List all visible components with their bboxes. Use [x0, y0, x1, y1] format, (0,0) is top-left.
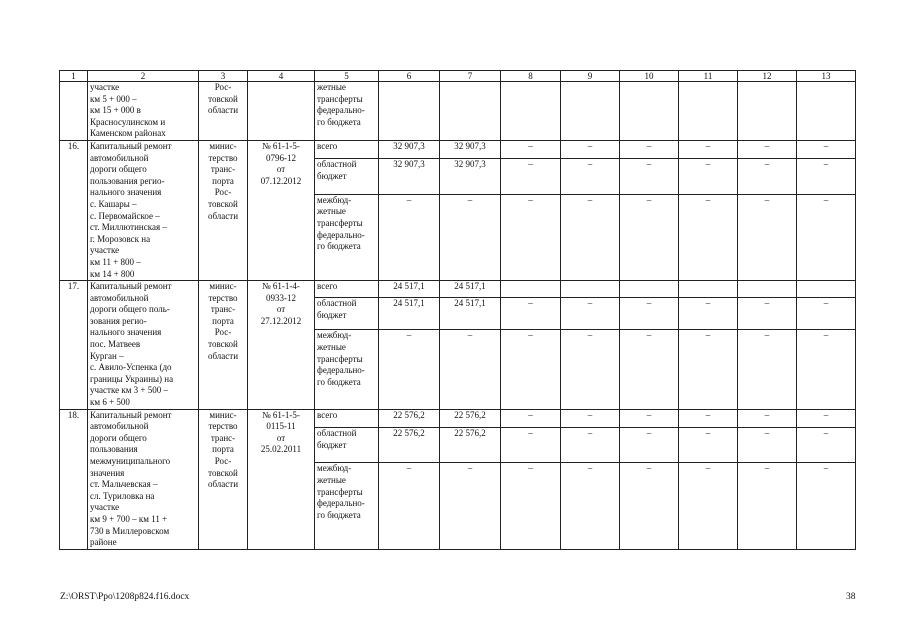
value-cell: –	[620, 428, 679, 463]
value-cell: –	[738, 428, 797, 463]
agreement-cell: № 61-1-4- 0933-12 от 27.12.2012	[248, 281, 315, 410]
value-cell: 32 907,3	[440, 159, 501, 194]
value-cell: –	[738, 463, 797, 549]
value-cell: –	[620, 297, 679, 329]
value-cell: –	[679, 194, 738, 280]
value-cell: 32 907,3	[379, 159, 440, 194]
value-cell: –	[797, 409, 856, 427]
value-cell: 24 517,1	[379, 281, 440, 298]
value-cell: –	[738, 330, 797, 409]
value-cell: –	[501, 297, 561, 329]
value-cell: –	[620, 159, 679, 194]
value-cell: 32 907,3	[440, 140, 501, 158]
executor-cell: Рос- товской области	[199, 82, 248, 141]
value-cell: 24 517,1	[379, 297, 440, 329]
executor-cell: минис- терство транс- порта Рос- товской области	[199, 409, 248, 549]
entry-row	[60, 140, 856, 158]
value-cell: –	[620, 330, 679, 409]
value-cell: –	[620, 409, 679, 427]
value-cell: –	[797, 194, 856, 280]
column-number-1: 1	[60, 71, 88, 82]
program-table	[59, 70, 856, 550]
value-cell: –	[440, 194, 501, 280]
column-number-8: 8	[501, 71, 561, 82]
value-cell: –	[679, 297, 738, 329]
column-number-13: 13	[797, 71, 856, 82]
value-cell: –	[501, 140, 561, 158]
value-cell	[738, 281, 797, 298]
column-number-3: 3	[199, 71, 248, 82]
value-cell: –	[561, 463, 620, 549]
column-number-10: 10	[620, 71, 679, 82]
entry-row	[60, 409, 856, 427]
value-cell: –	[620, 194, 679, 280]
road-description: Капитальный ремонт автомобильной дороги общего пользования регио- нального значения с. Кашары – с. Первомайское – ст. Миллютинская – г. Морозовск на участке км 11 + 800 – км 14 + 800	[88, 140, 199, 280]
file-path-footer: Z:\ORST\Ppo\1208p824.f16.docx	[60, 592, 190, 602]
funding-source: областной бюджет	[315, 428, 379, 463]
funding-source: межбюд- жетные трансферты федерально- го бюджета	[315, 463, 379, 549]
column-number-9: 9	[561, 71, 620, 82]
column-number-12: 12	[738, 71, 797, 82]
column-number-5: 5	[315, 71, 379, 82]
value-cell: –	[440, 463, 501, 549]
funding-source: жетные трансферты федерально- го бюджета	[315, 82, 379, 141]
column-number-row	[60, 71, 856, 82]
value-cell: –	[501, 330, 561, 409]
value-cell: –	[501, 428, 561, 463]
entry-row	[60, 281, 856, 298]
value-cell: –	[797, 428, 856, 463]
column-number-2: 2	[88, 71, 199, 82]
value-cell: 32 907,3	[379, 140, 440, 158]
value-cell	[440, 82, 501, 141]
value-cell	[501, 82, 561, 141]
value-cell: 24 517,1	[440, 281, 501, 298]
value-cell: –	[738, 297, 797, 329]
value-cell: –	[738, 159, 797, 194]
value-cell: 22 576,2	[440, 428, 501, 463]
value-cell	[561, 82, 620, 141]
column-number-6: 6	[379, 71, 440, 82]
road-description: Капитальный ремонт автомобильной дороги общего поль- зования регио- нального значения пос. Матвеев Курган – с. Авило-Успенка (до границы Украины) на участке км 3 + 500 – км 6 + 500	[88, 281, 199, 410]
value-cell: –	[501, 159, 561, 194]
value-cell	[679, 281, 738, 298]
value-cell: –	[561, 297, 620, 329]
agreement-cell: № 61-1-5- 0115-11 от 25.02.2011	[248, 409, 315, 549]
funding-source: всего	[315, 281, 379, 298]
entry-number	[60, 82, 88, 141]
funding-source: межбюд- жетные трансферты федерально- го бюджета	[315, 330, 379, 409]
funding-source: всего	[315, 409, 379, 427]
road-description: Капитальный ремонт автомобильной дороги общего пользования межмуниципального значения ст. Мальчевская – сл. Туриловка на участке км 9 + 700 – км 11 + 730 в Миллеровском районе	[88, 409, 199, 549]
value-cell	[620, 82, 679, 141]
value-cell: –	[561, 140, 620, 158]
value-cell: –	[620, 140, 679, 158]
executor-cell: минис- терство транс- порта Рос- товской области	[199, 281, 248, 410]
page-number: 38	[846, 592, 856, 602]
value-cell: –	[797, 463, 856, 549]
value-cell: –	[738, 140, 797, 158]
value-cell	[738, 82, 797, 141]
value-cell: –	[440, 330, 501, 409]
value-cell: 22 576,2	[440, 409, 501, 427]
value-cell: –	[620, 463, 679, 549]
value-cell: –	[797, 297, 856, 329]
value-cell: –	[679, 463, 738, 549]
funding-source: областной бюджет	[315, 297, 379, 329]
value-cell: –	[797, 140, 856, 158]
value-cell: –	[679, 159, 738, 194]
value-cell: –	[738, 409, 797, 427]
value-cell	[561, 281, 620, 298]
value-cell: –	[379, 330, 440, 409]
value-cell: 22 576,2	[379, 409, 440, 427]
entry-number: 18.	[60, 409, 88, 549]
value-cell	[379, 82, 440, 141]
value-cell: –	[797, 330, 856, 409]
value-cell: –	[501, 409, 561, 427]
value-cell: –	[561, 330, 620, 409]
value-cell	[797, 82, 856, 141]
entry-number: 17.	[60, 281, 88, 410]
column-number-11: 11	[679, 71, 738, 82]
value-cell: –	[679, 409, 738, 427]
entry-number: 16.	[60, 140, 88, 280]
value-cell: –	[561, 159, 620, 194]
value-cell: –	[501, 194, 561, 280]
funding-source: всего	[315, 140, 379, 158]
road-description: участке км 5 + 000 – км 15 + 000 в Красносулинском и Каменском районах	[88, 82, 199, 141]
agreement-cell	[248, 82, 315, 141]
funding-source: межбюд- жетные трансферты федерально- го бюджета	[315, 194, 379, 280]
value-cell: –	[561, 409, 620, 427]
column-number-4: 4	[248, 71, 315, 82]
value-cell	[620, 281, 679, 298]
funding-source: областной бюджет	[315, 159, 379, 194]
value-cell: –	[379, 194, 440, 280]
value-cell: –	[501, 463, 561, 549]
value-cell: –	[679, 428, 738, 463]
value-cell: –	[679, 330, 738, 409]
value-cell	[797, 281, 856, 298]
continuation-row	[60, 82, 856, 141]
executor-cell: минис- терство транс- порта Рос- товской области	[199, 140, 248, 280]
value-cell: 22 576,2	[379, 428, 440, 463]
value-cell: 24 517,1	[440, 297, 501, 329]
value-cell: –	[561, 428, 620, 463]
agreement-cell: № 61-1-5- 0796-12 от 07.12.2012	[248, 140, 315, 280]
value-cell	[679, 82, 738, 141]
value-cell: –	[738, 194, 797, 280]
value-cell: –	[561, 194, 620, 280]
value-cell	[501, 281, 561, 298]
value-cell: –	[797, 159, 856, 194]
value-cell: –	[379, 463, 440, 549]
column-number-7: 7	[440, 71, 501, 82]
value-cell: –	[679, 140, 738, 158]
